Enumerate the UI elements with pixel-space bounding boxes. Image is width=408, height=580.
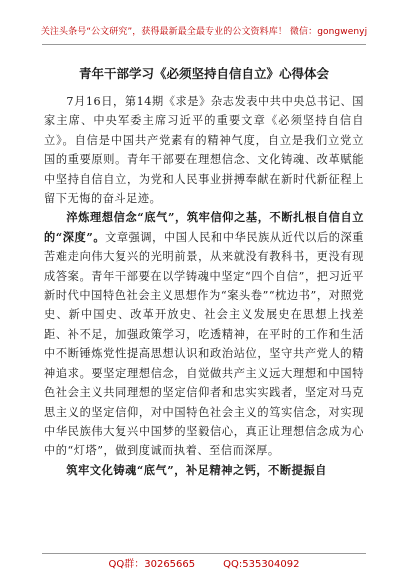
document-title: 青年干部学习《必须坚持自信自立》心得体会 — [78, 66, 329, 81]
footer — [0, 555, 408, 570]
paragraph-lead: 淬炼理想信念“底气”，筑牢信仰之基，不断扎根自信自立的“深度”。 — [44, 210, 364, 244]
paragraph-text: 7月16日，第14期《求是》杂志发表中共中央总书记、国家主席、中央军委主席习近平的重要文章《必须坚持自信自立》。自信是中国共产党素有的精神气度，自立是我们立党立国的重要原则。青年干部要在理想信念、文化铸魂、改革赋能中坚持自信自立，为党和人民事业拼搏奉献在新时代新征程上留下无悔的奋斗足迹。 — [44, 95, 364, 206]
paragraph-ideals — [44, 208, 364, 460]
header-divider — [42, 44, 366, 45]
header-note: 关注头条号“公文研究”，获得最新最全最专业的公文资料库！ 微信：gongwenyj — [40, 27, 368, 37]
paragraph-culture — [44, 461, 364, 480]
footer-qq: QQ:535304092 — [223, 559, 300, 570]
footer-divider — [42, 553, 366, 554]
paragraph-intro — [44, 92, 364, 208]
footer-qq-group: QQ群：30265665 — [108, 559, 196, 570]
paragraph-lead: 筑牢文化铸魂“底气”，补足精神之钙，不断提振自 — [66, 462, 327, 477]
document-body — [44, 66, 364, 480]
paragraph-text: 文章强调，中国人民和中华民族从近代以后的深重苦难走向伟大复兴的光明前景，从来就没有教科书，更没有现成答案。青年干部要在以学铸魂中坚定“四个自信”，把习近平新时代中国特色社会主义思想作为“案头卷”“枕边书”，对照党史、新中国史、改革开放史、社会主义发展史在思想上找差距、补不足，加强政策学习，吃透精神，在平时的工作和生活中不断锤炼党性提高思想认识和政治站位，坚守共产党人的精神追求。要坚定理想信念，自觉做共产主义远大理想和中国特色社会主义共同理想的坚定信仰者和忠实实践者，坚定对马克思主义的坚定信仰，对中国特色社会主义的笃实信念，对实现中华民族伟大复兴中国梦的坚毅信心，真正让理想信念成为心中的“灯塔”，做到度诚而执着、至信而深厚。 — [44, 230, 364, 458]
